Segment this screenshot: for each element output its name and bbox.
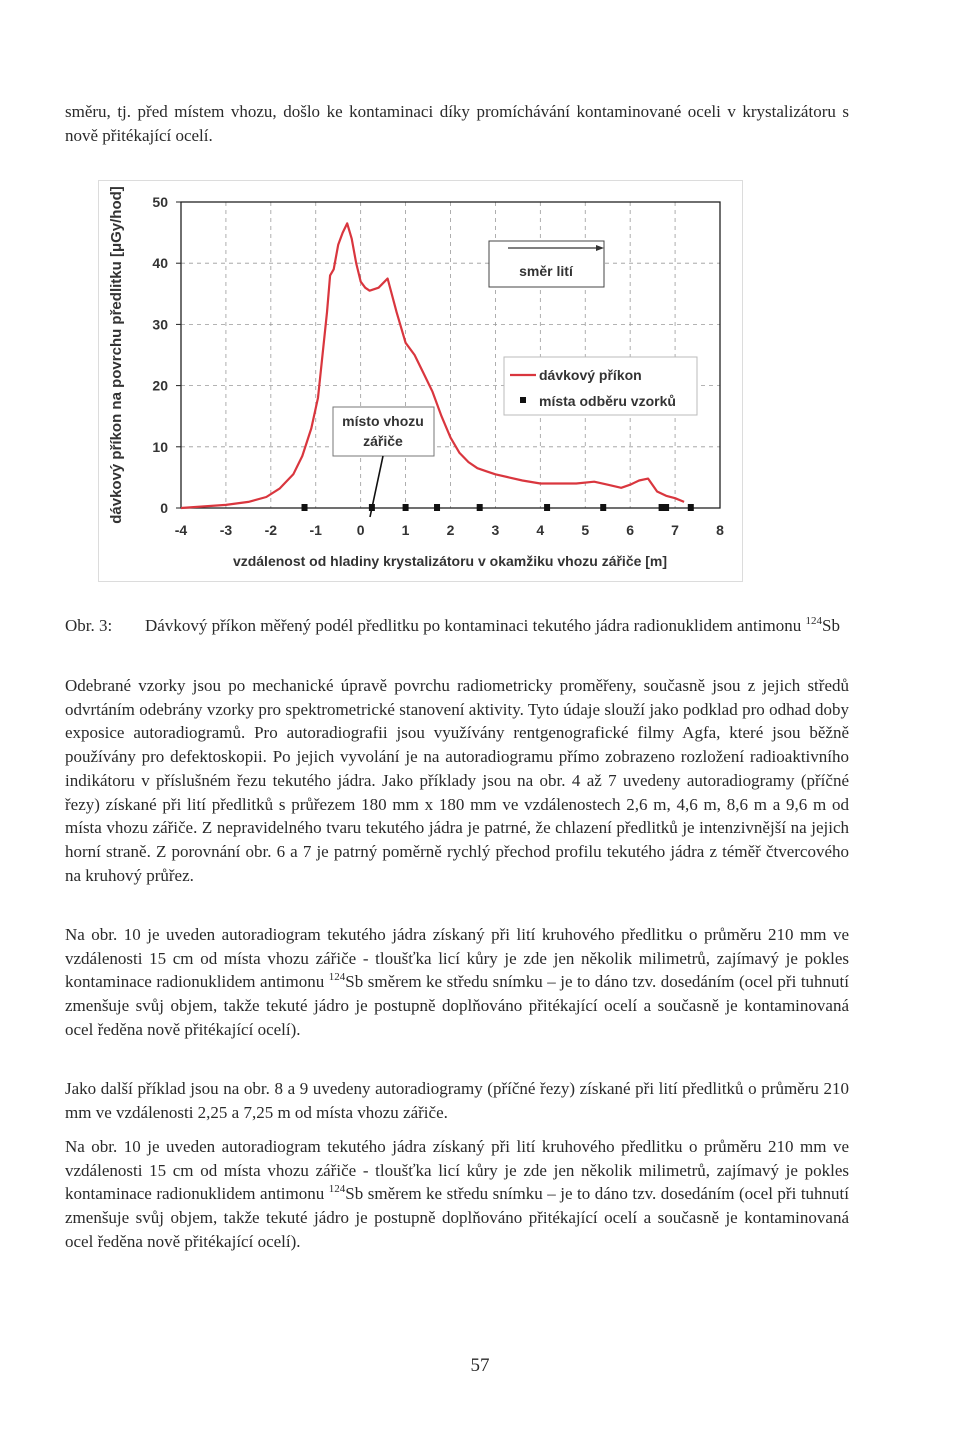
sampling-point-marker <box>688 504 694 511</box>
x-tick-label: 2 <box>446 522 455 538</box>
sampling-point-marker <box>663 504 669 511</box>
injection-label-line2: zářiče <box>363 433 403 449</box>
dose-rate-chart <box>98 180 743 582</box>
sampling-point-marker <box>302 504 308 511</box>
paragraph-4-isotope-mass: 124 <box>328 1183 346 1196</box>
x-tick-label: 5 <box>581 522 590 538</box>
sampling-point-marker <box>600 504 606 511</box>
x-tick-label: 6 <box>626 522 635 538</box>
page-number: 57 <box>470 1355 490 1376</box>
sampling-point-marker <box>477 504 483 511</box>
x-tick-label: 7 <box>671 522 679 538</box>
y-tick-label: 40 <box>152 255 168 272</box>
paragraph-3: Jako další příklad jsou na obr. 8 a 9 uvedeny autoradiogramy (příčné řezy) získané při lití předlitků o průměru 210 mm ve vzdálenosti 2,25 a 7,25 m od místa vhozu zářiče. <box>65 1079 849 1122</box>
caption-label: Obr. 3: <box>65 616 113 635</box>
paragraph-4 <box>65 1135 849 1254</box>
direction-label: směr lití <box>519 263 573 279</box>
figure-caption <box>65 614 849 637</box>
intro-paragraph: směru, tj. před místem vhozu, došlo ke kontaminaci díky promíchávání kontaminované oceli v krystalizátoru s nově přitékající ocelí. <box>65 102 849 145</box>
y-tick-label: 0 <box>160 500 168 516</box>
legend-line-label: dávkový příkon <box>539 367 642 383</box>
chart-svg <box>98 180 743 582</box>
sampling-point-marker <box>434 504 440 511</box>
caption-text-main: Dávkový příkon měřený podél předlitku po kontaminaci tekutého jádra radionuklidem antimonu <box>145 616 806 635</box>
paragraph-2 <box>65 923 849 1042</box>
x-axis-label: vzdálenost od hladiny krystalizátoru v okamžiku vhozu zářiče [m] <box>232 553 668 569</box>
x-tick-label: 0 <box>356 522 365 538</box>
x-tick-label: 4 <box>536 522 545 538</box>
x-tick-label: 8 <box>716 522 724 538</box>
x-tick-label: -4 <box>174 522 188 538</box>
y-axis-label: dávkový příkon na povrchu předlitku [μGy/hod] <box>108 186 125 524</box>
sampling-point-marker <box>369 504 375 511</box>
y-tick-label: 50 <box>152 194 168 210</box>
paragraph-2-part-a: Na obr. 10 je uveden autoradiogram tekutého jádra získaný při lití kruhového předlitku o průměru 210 mm ve vzdálenosti 15 cm od místa vhozu zářiče - tloušťka licí kůry je zde jen několik milimetrů, zajímavý je pokles kontaminace radionuklidem antimonu <box>65 925 849 992</box>
sampling-point-marker <box>544 504 550 511</box>
x-tick-label: -1 <box>309 522 322 538</box>
x-tick-label: -2 <box>264 522 278 538</box>
caption-isotope-mass: 124 <box>805 615 822 627</box>
y-tick-label: 30 <box>152 316 168 333</box>
y-tick-label: 20 <box>152 377 168 394</box>
paragraph-4-part-a: Na obr. 10 je uveden autoradiogram tekutého jádra získaný při lití kruhového předlitku o průměru 210 mm ve vzdálenosti 15 cm od místa vhozu zářiče - tloušťka licí kůry je zde jen několik milimetrů, zajímavý je pokles kontaminace radionuklidem antimonu <box>65 1137 849 1204</box>
x-tick-label: -3 <box>219 522 233 538</box>
paragraph-2-isotope-mass: 124 <box>328 971 346 984</box>
paragraph-2-part-b: Sb směrem ke středu snímku – je to dáno tzv. dosedáním (ocel při tuhnutí zmenšuje svůj objem, takže tekuté jádro je postupně doplňováno přitékající ocelí a současně je kontaminovaná ocel ředěna nově přitékající ocelí). <box>65 972 849 1039</box>
caption-text <box>145 614 849 637</box>
x-tick-label: 1 <box>401 522 410 538</box>
caption-isotope-symbol: Sb <box>821 616 840 635</box>
legend-marker-label: místa odběru vzorků <box>539 393 676 409</box>
injection-label-line1: místo vhozu <box>342 413 424 429</box>
y-tick-label: 10 <box>152 438 168 455</box>
sampling-point-marker <box>403 504 409 511</box>
paragraph-4-part-b: Sb směrem ke středu snímku – je to dáno tzv. dosedáním (ocel při tuhnutí zmenšuje svůj objem, takže tekuté jádro je postupně doplňováno přitékající ocelí a současně je kontaminovaná ocel ředěna nově přitékající ocelí). <box>65 1184 849 1251</box>
x-tick-label: 3 <box>491 522 500 538</box>
paragraph-1: Odebrané vzorky jsou po mechanické úpravě povrchu radiometricky proměřeny, současně jsou z jejich středů odvrtáním odebrány vzorky pro spektrometrické stanovení aktivity. Tyto údaje slouží jako podklad pro odhad doby exposice autoradiogramů. Pro autoradiografii jsou využívány rentgenografické filmy Agfa, které jsou běžně používány pro defektoskopii. Po jejich vyvolání je na autoradiogramu přímo zobrazeno rozložení radioaktivního indikátoru v příslušném řezu tekutého jádra. Jako příklady jsou na obr. 4 až 7 uvedeny autoradiogramy (příčné řezy) získané při lití předlitků s průřezem 180 mm x 180 mm ve vzdálenostech 2,6 m, 4,6 m, 8,6 m a 9,6 m od místa vhozu zářiče. Z nepravidelného tvaru tekutého jádra je patrné, že chlazení předlitků je intenzivnější na jejich horní straně. Z porovnání obr. 6 a 7 je patrný poměrně rychlý přechod profilu tekutého jádra z téměř čtvercového na kruhový průřez. <box>65 676 849 885</box>
legend-marker-swatch <box>520 397 526 403</box>
